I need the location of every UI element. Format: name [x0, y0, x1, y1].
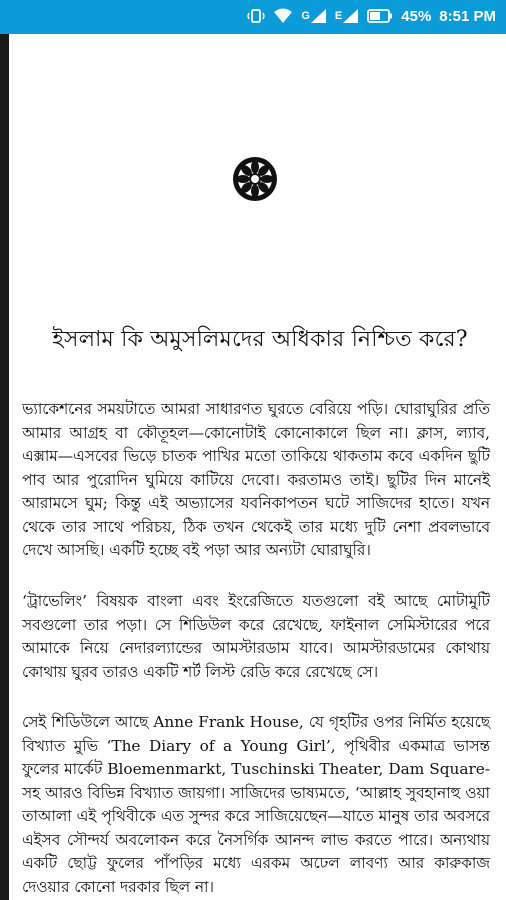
status-icons	[247, 7, 496, 25]
network-type-2: E	[334, 10, 343, 22]
battery-icon	[367, 9, 393, 23]
clock: 8:51 PM	[439, 7, 496, 25]
signal-1-icon	[301, 9, 327, 23]
paragraph-1: ভ্যাকেশনের সময়টাতে আমরা সাধারণত ঘুরতে বেরিয়ে পড়ি। ঘোরাঘুরির প্রতি আমার আগ্রহ বা কৌতূহল—কোনোটাই কোনোকালে ছিল না। ক্লাস, ল্যাব, এক্সাম—এসবের ভিড়ে চাতক পাখির মতো তাকিয়ে থাকতাম কবে একদিন ছুটি পাব আর পুরোদিন ঘুমিয়ে কাটিয়ে দেবো। করতামও তাই। ছুটির দিন মানেই আরামসে ঘুম; কিন্তু এই অভ্যাসের যবনিকাপতন ঘটে সাজিদের হাতে। যখন থেকে তার সাথে পরিচয়, ঠিক তখন থেকেই তার মধ্যে দুটি নেশা প্রবলভাবে দেখে আসছি। একটি হচ্ছে বই পড়া আর অন্যটা ঘোরাঘুরি।	[22, 400, 490, 559]
wifi-icon	[273, 8, 293, 24]
signal-2-icon	[335, 9, 359, 23]
dharma-wheel-ornament-icon	[230, 154, 280, 204]
page-edge-bar	[0, 34, 9, 900]
paragraph-3: সেই শিডিউলে আছে Anne Frank House, যে গৃহটির ওপর নির্মিত হয়েছে বিখ্যাত মুভি ‘The Diary of a Young Girl’, পৃথিবীর একমাত্র ভাসন্ত ফুলের মার্কেট Bloemenmarkt, Tuschinski Theater, Dam Square-সহ আরও বিভিন্ন বিখ্যাত জায়গা। সাজিদের ভাষ্যমতে, ‘আল্লাহ সুবহানাহু ওয়া তাআলা এই পৃথিবীকে এত সুন্দর করে সাজিয়েছেন—যাতে মানুষ তার অবসরে এইসব সৌন্দর্য অবলোকন করে নৈসর্গিক আনন্দ লাভ করতে পারে। অন্যথায় একটি ছোট্ট ফুলের পাঁপড়ির মধ্যে এরকম অঢেল লাবণ্য আর কারুকাজ দেওয়ার কোনো দরকার ছিল না।	[22, 713, 490, 896]
status-bar	[0, 0, 506, 34]
battery-percentage: 45%	[401, 7, 432, 25]
chapter-title: ইসলাম কি অমুসলিমদের অধিকার নিশ্চিত করে?	[52, 327, 468, 352]
network-type-1: G	[301, 10, 310, 22]
paragraph-2: ‘ট্রাভেলিং’ বিষয়ক বাংলা এবং ইংরেজিতে যতগুলো বই আছে মোটামুটি সবগুলো তার পড়া। সে শিডিউল করে রেখেছে, ফাইনাল সেমিস্টারের পরে আমাকে নিয়ে নেদারল্যান্ডের আমস্টারডাম যাবে। আমস্টারডামের কোথায় কোথায় ঘুরব তারও একটি শর্ট লিস্ট রেডি করে রেখেছে সে।	[22, 592, 490, 681]
vibrate-icon	[247, 7, 265, 25]
